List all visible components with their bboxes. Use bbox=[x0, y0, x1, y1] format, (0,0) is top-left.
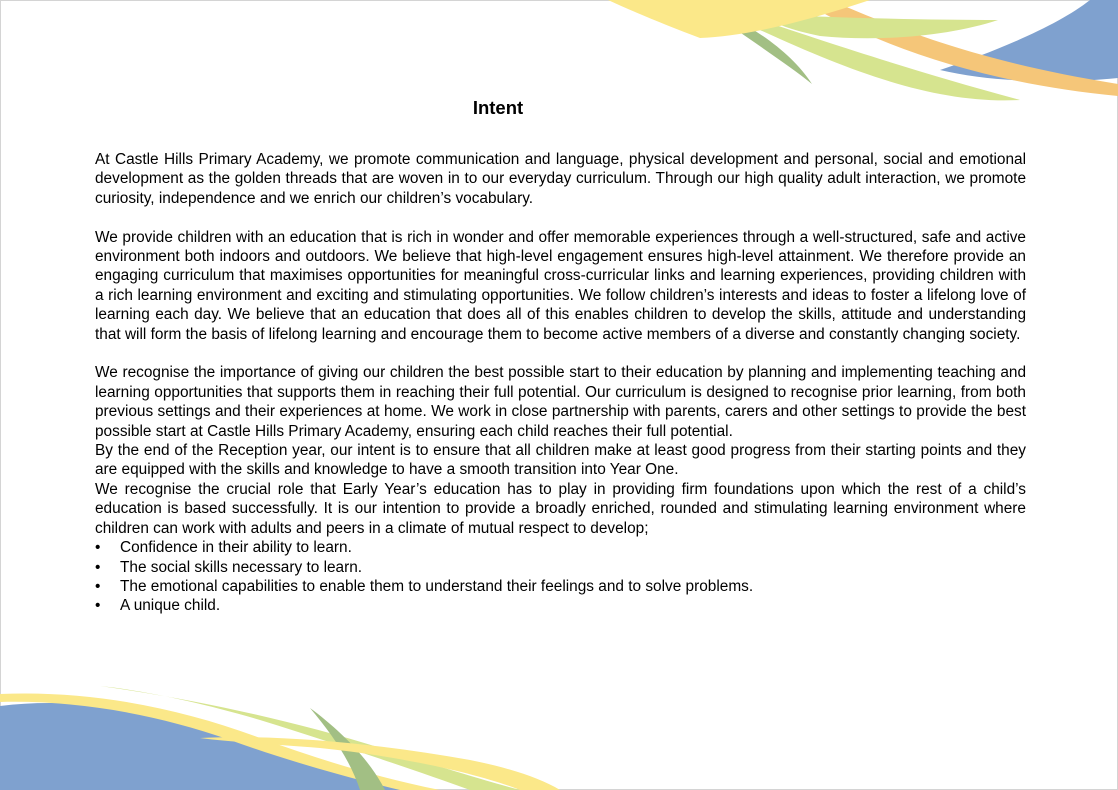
list-item-text: Confidence in their ability to learn. bbox=[120, 539, 352, 557]
bullet-icon: • bbox=[95, 558, 101, 576]
list-item bbox=[95, 596, 1026, 615]
list-item bbox=[95, 558, 1026, 577]
paragraph-crucial-role: We recognise the crucial role that Early Year’s education has to play in providing firm foundations upon which the rest of a child’s education is based successfully. It is our intention to provide a broadly enriched, rounded and stimulating learning environment where children can work with adults and peers in a climate of mutual respect to develop; bbox=[95, 480, 1026, 537]
list-item bbox=[95, 577, 1026, 596]
development-list bbox=[95, 538, 1026, 616]
bullet-icon: • bbox=[95, 539, 101, 557]
paragraph-education-wonder: We provide children with an education that is rich in wonder and offer memorable experiences through a well-structured, safe and active environment both indoors and outdoors. We believe that high-level engagement ensures high-level attainment. We therefore provide an engaging curriculum that maximises opportunities for meaningful cross-curricular links and learning experiences, providing children with a rich learning environment and exciting and stimulating opportunities. We follow children’s interests and ideas to foster a lifelong love of learning each day. We believe that an education that does all of this enables children to develop the skills, attitude and understanding that will form the basis of lifelong learning and encourage them to become active members of a diverse and constantly changing society. bbox=[95, 228, 1026, 343]
list-item-text: The social skills necessary to learn. bbox=[120, 558, 363, 576]
list-item-text: A unique child. bbox=[120, 597, 221, 615]
paragraph-reception-year: By the end of the Reception year, our intent is to ensure that all children make at least good progress from their starting points and they are equipped with the skills and knowledge to have a smooth transition into Year One. bbox=[95, 442, 1026, 479]
list-item-text: The emotional capabilities to enable them to understand their feelings and to solve problems. bbox=[120, 577, 754, 595]
list-item bbox=[95, 538, 1026, 557]
bullet-icon: • bbox=[95, 577, 101, 595]
paragraph-spacer bbox=[95, 344, 1026, 363]
paragraph-spacer bbox=[95, 208, 1026, 227]
page-title: Intent bbox=[472, 97, 524, 118]
bottom-swoosh-group bbox=[0, 686, 560, 790]
paragraph-best-start: We recognise the importance of giving our children the best possible start to their education by planning and implementing teaching and learning opportunities that supports them in reaching their full potential. Our curriculum is designed to recognise prior learning, from both previous settings and their experiences at home. We work in close partnership with parents, carers and other settings to provide the best possible start at Castle Hills Primary Academy, ensuring each child reaches their full potential. bbox=[95, 364, 1026, 440]
top-swoosh-group bbox=[608, 0, 1118, 100]
document-body bbox=[95, 150, 1026, 616]
paragraph-golden-threads: At Castle Hills Primary Academy, we promote communication and language, physical development and personal, social and emotional development as the golden threads that are woven in to our everyday curriculum. Through our high quality adult interaction, we promote curiosity, independence and we enrich our children’s vocabulary. bbox=[95, 151, 1026, 207]
bullet-icon: • bbox=[95, 597, 101, 615]
